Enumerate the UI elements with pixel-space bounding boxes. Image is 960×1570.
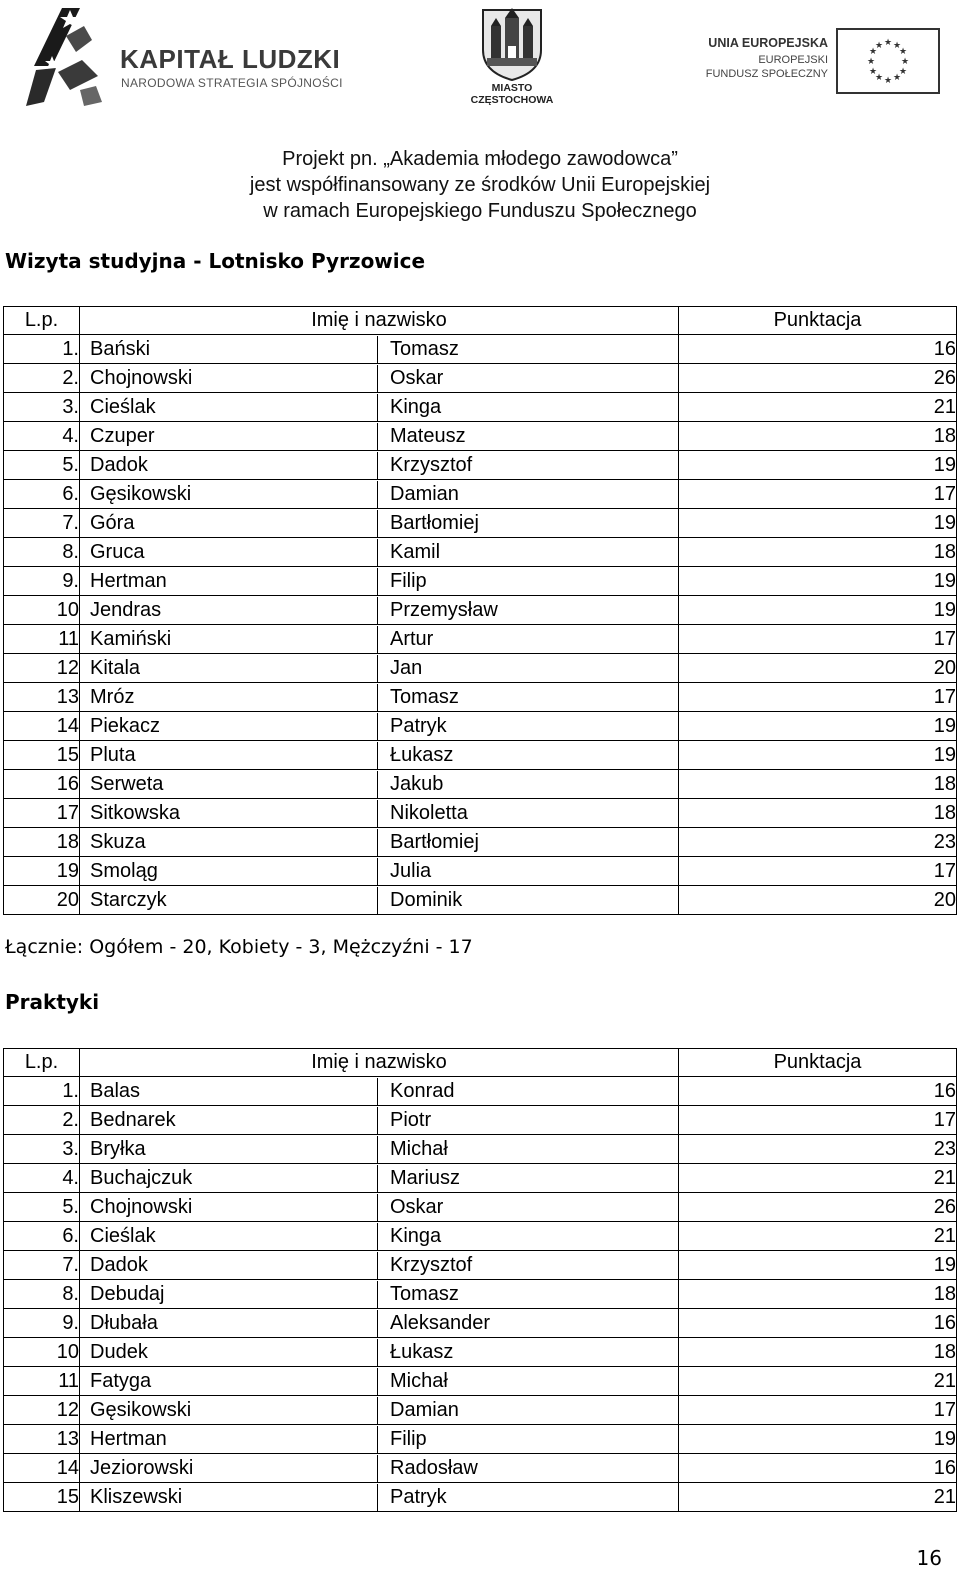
svg-text:★: ★ bbox=[868, 47, 878, 57]
table-row bbox=[4, 654, 957, 683]
column-header-name: Imię i nazwisko bbox=[80, 1049, 679, 1077]
last-name: Hertman bbox=[80, 568, 378, 595]
row-points: 16 bbox=[679, 335, 957, 364]
row-name-cell bbox=[80, 1483, 679, 1512]
row-number: 15 bbox=[4, 741, 80, 770]
row-name-cell bbox=[80, 364, 679, 393]
section-title-internships: Praktyki bbox=[5, 990, 100, 1014]
first-name: Artur bbox=[390, 627, 434, 650]
row-name-cell bbox=[80, 1280, 679, 1309]
city-crest-icon bbox=[479, 6, 545, 82]
last-name: Sitkowska bbox=[80, 800, 378, 827]
row-points: 23 bbox=[679, 828, 957, 857]
row-name-cell bbox=[80, 654, 679, 683]
first-name: Mariusz bbox=[390, 1166, 461, 1189]
row-number: 11 bbox=[4, 625, 80, 654]
row-points: 16 bbox=[679, 1454, 957, 1483]
intro-line3: w ramach Europejskiego Funduszu Społecznego bbox=[263, 200, 697, 222]
row-points: 18 bbox=[679, 538, 957, 567]
row-name-cell bbox=[80, 1106, 679, 1135]
eu-fund-logo bbox=[688, 28, 940, 94]
row-name-cell bbox=[80, 567, 679, 596]
first-name: Damian bbox=[390, 482, 459, 505]
row-number: 9. bbox=[4, 567, 80, 596]
row-number: 3. bbox=[4, 1135, 80, 1164]
last-name: Gęsikowski bbox=[80, 1397, 378, 1424]
row-name-cell bbox=[80, 1135, 679, 1164]
header-logos bbox=[0, 0, 960, 120]
table-header-row bbox=[4, 1049, 957, 1077]
last-name: Kamiński bbox=[80, 626, 378, 653]
last-name: Serweta bbox=[80, 771, 378, 798]
last-name: Starczyk bbox=[80, 887, 378, 914]
first-name: Krzysztof bbox=[390, 1253, 473, 1276]
first-name: Jakub bbox=[390, 772, 444, 795]
last-name: Debudaj bbox=[80, 1281, 378, 1308]
first-name: Nikoletta bbox=[390, 801, 468, 824]
first-name: Tomasz bbox=[390, 1282, 459, 1305]
svg-text:★: ★ bbox=[883, 38, 893, 48]
czestochowa-logo bbox=[458, 6, 566, 110]
row-points: 17 bbox=[679, 1396, 957, 1425]
row-points: 20 bbox=[679, 886, 957, 915]
table-row bbox=[4, 1280, 957, 1309]
internships-table-body bbox=[4, 1077, 957, 1512]
first-name: Piotr bbox=[390, 1108, 432, 1131]
first-name: Tomasz bbox=[390, 685, 459, 708]
table-row bbox=[4, 1251, 957, 1280]
row-name-cell bbox=[80, 596, 679, 625]
row-name-cell bbox=[80, 538, 679, 567]
section-title-study-visit: Wizyta studyjna - Lotnisko Pyrzowice bbox=[5, 249, 426, 273]
row-points: 26 bbox=[679, 1193, 957, 1222]
intro-line2: jest współfinansowany ze środków Unii Europejskiej bbox=[249, 174, 711, 196]
table-row bbox=[4, 422, 957, 451]
row-number: 5. bbox=[4, 1193, 80, 1222]
kapital-ludzki-logo bbox=[22, 6, 352, 114]
table-row bbox=[4, 683, 957, 712]
last-name: Gruca bbox=[80, 539, 378, 566]
row-name-cell bbox=[80, 828, 679, 857]
row-name-cell bbox=[80, 886, 679, 915]
row-name-cell bbox=[80, 509, 679, 538]
eu-flag-icon bbox=[836, 28, 940, 94]
table-row bbox=[4, 1338, 957, 1367]
eu-logo-line1: UNIA EUROPEJSKA bbox=[708, 36, 828, 50]
row-number: 1. bbox=[4, 335, 80, 364]
row-number: 10 bbox=[4, 1338, 80, 1367]
row-number: 2. bbox=[4, 1106, 80, 1135]
summary-totals: Łącznie: Ogółem - 20, Kobiety - 3, Mężczyźni - 17 bbox=[5, 936, 473, 958]
first-name: Kamil bbox=[390, 540, 441, 563]
row-points: 17 bbox=[679, 1106, 957, 1135]
last-name: Dadok bbox=[80, 452, 378, 479]
row-number: 17 bbox=[4, 799, 80, 828]
table-row bbox=[4, 1135, 957, 1164]
row-name-cell bbox=[80, 451, 679, 480]
eu-logo-line2: EUROPEJSKI bbox=[758, 54, 828, 66]
table-row bbox=[4, 596, 957, 625]
row-points: 21 bbox=[679, 1367, 957, 1396]
row-number: 9. bbox=[4, 1309, 80, 1338]
row-points: 17 bbox=[679, 480, 957, 509]
row-points: 19 bbox=[679, 1251, 957, 1280]
row-number: 11 bbox=[4, 1367, 80, 1396]
last-name: Dudek bbox=[80, 1339, 378, 1366]
first-name: Oskar bbox=[390, 1195, 444, 1218]
row-name-cell bbox=[80, 712, 679, 741]
row-points: 18 bbox=[679, 1280, 957, 1309]
row-points: 17 bbox=[679, 857, 957, 886]
project-intro bbox=[0, 146, 960, 224]
table-row bbox=[4, 451, 957, 480]
svg-text:★: ★ bbox=[874, 41, 884, 51]
row-points: 21 bbox=[679, 1222, 957, 1251]
table-row bbox=[4, 1425, 957, 1454]
column-header-name: Imię i nazwisko bbox=[80, 307, 679, 335]
svg-text:★: ★ bbox=[898, 67, 908, 77]
first-name: Łukasz bbox=[390, 1340, 454, 1363]
first-name: Patryk bbox=[390, 714, 447, 737]
last-name: Jeziorowski bbox=[80, 1455, 378, 1482]
eu-logo-line3: FUNDUSZ SPOŁECZNY bbox=[705, 68, 828, 80]
table-row bbox=[4, 1367, 957, 1396]
table-row bbox=[4, 538, 957, 567]
row-name-cell bbox=[80, 770, 679, 799]
row-points: 18 bbox=[679, 1338, 957, 1367]
last-name: Smoląg bbox=[80, 858, 378, 885]
row-points: 18 bbox=[679, 422, 957, 451]
row-points: 18 bbox=[679, 799, 957, 828]
column-header-lp: L.p. bbox=[4, 1049, 80, 1077]
first-name: Radosław bbox=[390, 1456, 478, 1479]
table-row bbox=[4, 712, 957, 741]
table-row bbox=[4, 1454, 957, 1483]
internships-table bbox=[3, 1048, 957, 1512]
first-name: Julia bbox=[390, 859, 432, 882]
row-number: 16 bbox=[4, 770, 80, 799]
column-header-lp: L.p. bbox=[4, 307, 80, 335]
row-points: 19 bbox=[679, 741, 957, 770]
last-name: Gęsikowski bbox=[80, 481, 378, 508]
table-row bbox=[4, 1396, 957, 1425]
row-number: 13 bbox=[4, 1425, 80, 1454]
first-name: Jan bbox=[390, 656, 423, 679]
last-name: Fatyga bbox=[80, 1368, 378, 1395]
table-row bbox=[4, 857, 957, 886]
row-points: 19 bbox=[679, 712, 957, 741]
first-name: Michał bbox=[390, 1369, 448, 1392]
row-name-cell bbox=[80, 683, 679, 712]
first-name: Konrad bbox=[390, 1079, 455, 1102]
table-row bbox=[4, 799, 957, 828]
last-name: Skuza bbox=[80, 829, 378, 856]
last-name: Buchajczuk bbox=[80, 1165, 378, 1192]
last-name: Cieślak bbox=[80, 394, 378, 421]
row-number: 4. bbox=[4, 1164, 80, 1193]
row-name-cell bbox=[80, 1164, 679, 1193]
row-name-cell bbox=[80, 1367, 679, 1396]
table-row bbox=[4, 1309, 957, 1338]
last-name: Dadok bbox=[80, 1252, 378, 1279]
table-row bbox=[4, 886, 957, 915]
row-points: 18 bbox=[679, 770, 957, 799]
svg-text:★: ★ bbox=[900, 57, 910, 67]
row-number: 14 bbox=[4, 712, 80, 741]
row-number: 15 bbox=[4, 1483, 80, 1512]
row-points: 16 bbox=[679, 1309, 957, 1338]
table-row bbox=[4, 1193, 957, 1222]
row-points: 21 bbox=[679, 393, 957, 422]
last-name: Balas bbox=[80, 1078, 378, 1105]
last-name: Góra bbox=[80, 510, 378, 537]
table-row bbox=[4, 480, 957, 509]
svg-text:★: ★ bbox=[883, 76, 893, 86]
page-number: 16 bbox=[916, 1546, 942, 1570]
row-points: 19 bbox=[679, 451, 957, 480]
row-points: 19 bbox=[679, 567, 957, 596]
last-name: Dłubała bbox=[80, 1310, 378, 1337]
first-name: Bartłomiej bbox=[390, 830, 479, 853]
last-name: Hertman bbox=[80, 1426, 378, 1453]
table-header-row bbox=[4, 307, 957, 335]
last-name: Pluta bbox=[80, 742, 378, 769]
intro-line1: Projekt pn. „Akademia młodego zawodowca” bbox=[282, 148, 678, 170]
table-row bbox=[4, 770, 957, 799]
row-number: 8. bbox=[4, 538, 80, 567]
last-name: Bednarek bbox=[80, 1107, 378, 1134]
table-row bbox=[4, 335, 957, 364]
row-number: 6. bbox=[4, 480, 80, 509]
row-points: 19 bbox=[679, 1425, 957, 1454]
row-number: 12 bbox=[4, 1396, 80, 1425]
kapital-ludzki-emblem-icon bbox=[22, 6, 108, 114]
first-name: Mateusz bbox=[390, 424, 466, 447]
row-number: 12 bbox=[4, 654, 80, 683]
row-number: 6. bbox=[4, 1222, 80, 1251]
row-name-cell bbox=[80, 1396, 679, 1425]
row-name-cell bbox=[80, 1077, 679, 1106]
row-number: 13 bbox=[4, 683, 80, 712]
svg-text:★: ★ bbox=[866, 57, 876, 67]
last-name: Chojnowski bbox=[80, 365, 378, 392]
row-name-cell bbox=[80, 422, 679, 451]
table-row bbox=[4, 1077, 957, 1106]
row-points: 17 bbox=[679, 625, 957, 654]
row-name-cell bbox=[80, 741, 679, 770]
first-name: Kinga bbox=[390, 1224, 442, 1247]
table-row bbox=[4, 1164, 957, 1193]
row-points: 19 bbox=[679, 509, 957, 538]
row-points: 23 bbox=[679, 1135, 957, 1164]
row-number: 8. bbox=[4, 1280, 80, 1309]
last-name: Bryłka bbox=[80, 1136, 378, 1163]
first-name: Bartłomiej bbox=[390, 511, 479, 534]
row-name-cell bbox=[80, 335, 679, 364]
study-visit-table bbox=[3, 306, 957, 915]
svg-text:★: ★ bbox=[892, 41, 902, 51]
row-number: 20 bbox=[4, 886, 80, 915]
row-points: 16 bbox=[679, 1077, 957, 1106]
last-name: Cieślak bbox=[80, 1223, 378, 1250]
row-number: 7. bbox=[4, 1251, 80, 1280]
row-number: 18 bbox=[4, 828, 80, 857]
row-name-cell bbox=[80, 1251, 679, 1280]
first-name: Kinga bbox=[390, 395, 442, 418]
row-number: 1. bbox=[4, 1077, 80, 1106]
table-row bbox=[4, 393, 957, 422]
first-name: Oskar bbox=[390, 366, 444, 389]
first-name: Filip bbox=[390, 569, 427, 592]
first-name: Patryk bbox=[390, 1485, 447, 1508]
first-name: Dominik bbox=[390, 888, 463, 911]
row-name-cell bbox=[80, 1338, 679, 1367]
svg-text:★: ★ bbox=[874, 73, 884, 83]
first-name: Krzysztof bbox=[390, 453, 473, 476]
svg-text:★: ★ bbox=[892, 73, 902, 83]
table-row bbox=[4, 1222, 957, 1251]
row-points: 20 bbox=[679, 654, 957, 683]
table-row bbox=[4, 1483, 957, 1512]
kapital-ludzki-title: KAPITAŁ LUDZKI bbox=[120, 44, 341, 74]
study-visit-table-body bbox=[4, 335, 957, 915]
table-row bbox=[4, 741, 957, 770]
row-name-cell bbox=[80, 1309, 679, 1338]
row-name-cell bbox=[80, 1425, 679, 1454]
first-name: Przemysław bbox=[390, 598, 498, 621]
row-number: 19 bbox=[4, 857, 80, 886]
row-number: 10 bbox=[4, 596, 80, 625]
row-name-cell bbox=[80, 393, 679, 422]
svg-text:★: ★ bbox=[898, 47, 908, 57]
last-name: Kliszewski bbox=[80, 1484, 378, 1511]
first-name: Tomasz bbox=[390, 337, 459, 360]
row-name-cell bbox=[80, 799, 679, 828]
row-name-cell bbox=[80, 857, 679, 886]
first-name: Michał bbox=[390, 1137, 448, 1160]
column-header-points: Punktacja bbox=[679, 1049, 957, 1077]
table-row bbox=[4, 364, 957, 393]
city-name-line1: MIASTO bbox=[491, 82, 533, 94]
row-number: 14 bbox=[4, 1454, 80, 1483]
last-name: Jendras bbox=[80, 597, 378, 624]
table-row bbox=[4, 509, 957, 538]
last-name: Piekacz bbox=[80, 713, 378, 740]
first-name: Łukasz bbox=[390, 743, 454, 766]
last-name: Czuper bbox=[80, 423, 378, 450]
table-row bbox=[4, 625, 957, 654]
row-name-cell bbox=[80, 1193, 679, 1222]
last-name: Chojnowski bbox=[80, 1194, 378, 1221]
row-number: 4. bbox=[4, 422, 80, 451]
row-points: 19 bbox=[679, 596, 957, 625]
row-points: 17 bbox=[679, 683, 957, 712]
row-points: 21 bbox=[679, 1164, 957, 1193]
row-number: 3. bbox=[4, 393, 80, 422]
first-name: Damian bbox=[390, 1398, 459, 1421]
row-points: 21 bbox=[679, 1483, 957, 1512]
row-number: 7. bbox=[4, 509, 80, 538]
row-name-cell bbox=[80, 480, 679, 509]
column-header-points: Punktacja bbox=[679, 307, 957, 335]
last-name: Bański bbox=[80, 336, 378, 363]
first-name: Filip bbox=[390, 1427, 427, 1450]
city-name-line2: CZĘSTOCHOWA bbox=[470, 94, 554, 106]
first-name: Aleksander bbox=[390, 1311, 491, 1334]
row-points: 26 bbox=[679, 364, 957, 393]
svg-text:★: ★ bbox=[868, 67, 878, 77]
table-row bbox=[4, 828, 957, 857]
row-name-cell bbox=[80, 1222, 679, 1251]
row-number: 5. bbox=[4, 451, 80, 480]
row-name-cell bbox=[80, 1454, 679, 1483]
table-row bbox=[4, 567, 957, 596]
last-name: Kitala bbox=[80, 655, 378, 682]
row-name-cell bbox=[80, 625, 679, 654]
last-name: Mróz bbox=[80, 684, 378, 711]
kapital-ludzki-subtitle: NARODOWA STRATEGIA SPÓJNOŚCI bbox=[121, 76, 343, 90]
row-number: 2. bbox=[4, 364, 80, 393]
table-row bbox=[4, 1106, 957, 1135]
